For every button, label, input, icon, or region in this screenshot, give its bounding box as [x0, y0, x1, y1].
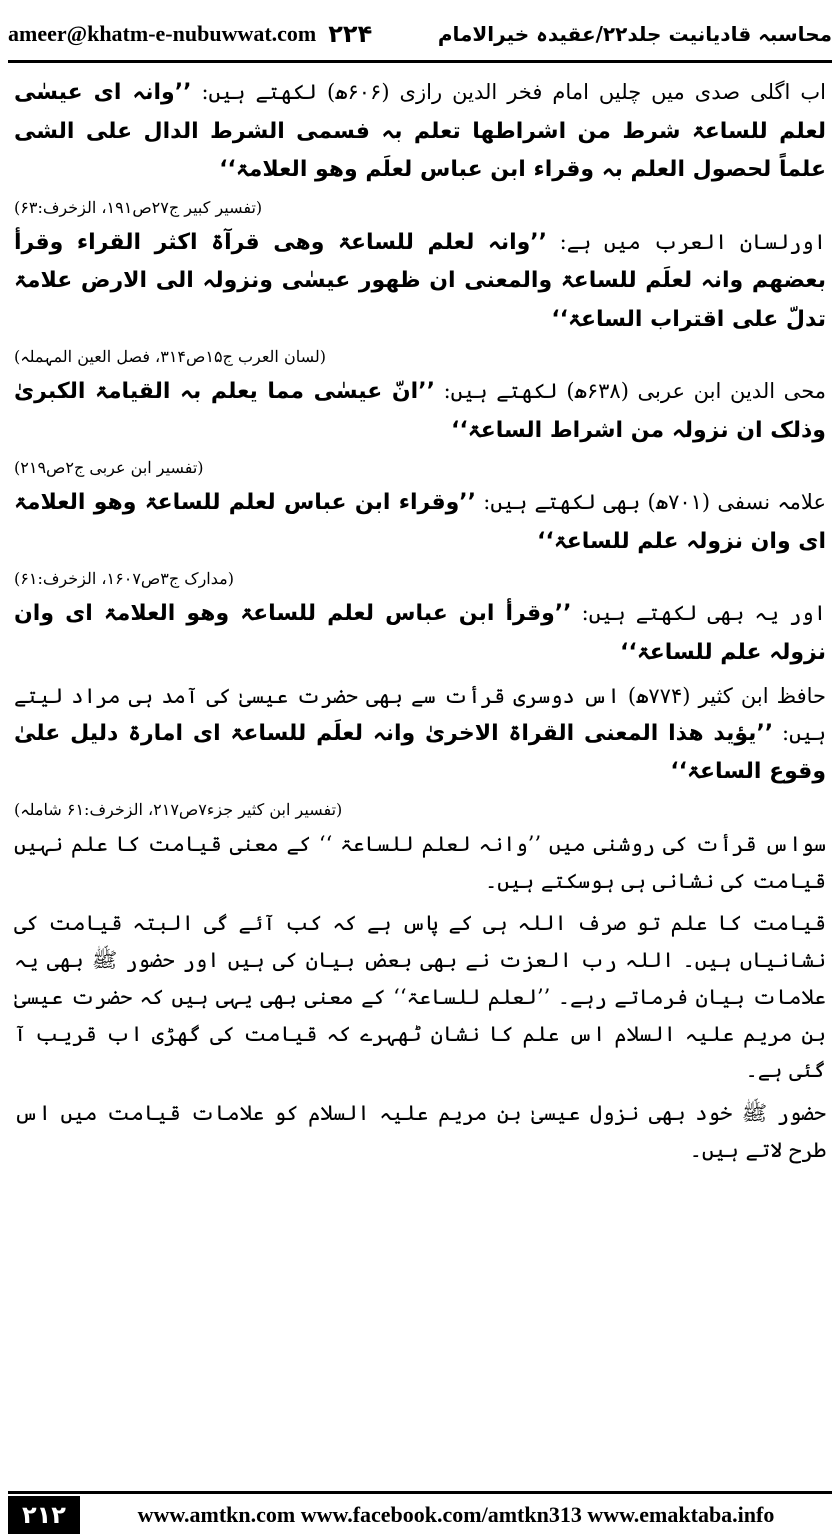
paragraph-nasafi-2: [14, 595, 826, 672]
arabic-quote: ’’وقراء ابن عباس لعلم للساعۃ وھو العلامۃ ای وان نزولہ علم للساعۃ‘‘: [14, 490, 826, 554]
paragraph-nasafi: [14, 484, 826, 561]
paragraph-lisan: [14, 224, 826, 340]
urdu-text: اور یہ بھی لکھتے ہیں:: [571, 601, 826, 625]
header-divider: [8, 60, 832, 63]
urdu-text: حافظ ابن کثیر (۷۷۴ھ) اس دوسری قرأت سے بھی حضرت عیسیٰ کی آمد ہی مراد لیتے ہیں:: [14, 684, 827, 745]
reference: (مدارک ج۳ص۱۶۰۷، الزخرف:۶۱): [14, 569, 234, 588]
urdu-text: اورلسان العرب میں ہے:: [547, 229, 826, 254]
page-header: [8, 12, 832, 56]
paragraph-razi: [14, 74, 826, 190]
reference: (لسان العرب ج۱۵ص۳۱۴، فصل العین المہملہ): [14, 347, 326, 366]
arabic-quote: ’’انّ عیسٰی مما یعلم بہ القیامۃ الکبریٰ وذلک ان نزولہ من اشراط الساعۃ‘‘: [14, 379, 826, 443]
paragraph-hadith-intro: حضور ﷺ خود بھی نزول عیسیٰ بن مریم علیہ السلام کو علامات قیامت میں اس طرح لاتے ہیں۔: [14, 1101, 826, 1162]
urdu-text: محی الدین ابن عربی (۶۳۸ھ) لکھتے ہیں:: [434, 379, 826, 403]
reference: (تفسیر ابن کثیر جزء۷ص۲۱۷، الزخرف:۶۱ شاملہ): [14, 799, 343, 819]
paragraph-ibn-kathir: [14, 678, 826, 792]
header-page-number: ۲۲۴: [328, 20, 373, 48]
reference: (تفسیر کبیر ج۲۷ص۱۹۱، الزخرف:۶۳): [14, 197, 263, 217]
paragraph-ibn-arabi: [14, 373, 826, 450]
reference: (تفسیر ابن عربی ج۲ص۲۱۹): [14, 458, 204, 477]
footer-links[interactable]: www.amtkn.com www.facebook.com/amtkn313 www.emaktaba.info: [137, 1502, 775, 1527]
paragraph-signs: قیامت کا علم تو صرف اللہ ہی کے پاس ہے کہ کب آئے گی البتہ قیامت کی نشانیاں ہیں۔ اللہ رب العزت نے بھی بعض بیان کی ہیں اور حضور ﷺ بھی یہ علامات بیان فرماتے رہے۔ ’’لعلم للساعۃ‘‘ کے معنی بھی یہی ہیں کہ حضرت عیسیٰ بن مریم علیہ السلام اس علم کا نشان ٹھہرے کہ قیامت کی گھڑی اب قریب آ گئی ہے۔: [14, 911, 826, 1083]
arabic-quote: ’’وانہ لعلم للساعۃ وھی قرآۃ اکثر القراء وقرأ بعضھم وانہ لعلَم للساعۃ والمعنی ان ظھور عیسٰی ونزولہ الی الارض علامۃ تدلّ علی اقتراب الساعۃ‘‘: [14, 229, 826, 332]
footer-page-number: ۲۱۲: [8, 1496, 80, 1534]
header-book-title: محاسبہ قادیانیت جلد۲۲/عقیدہ خیرالامام: [437, 22, 832, 46]
arabic-quote: ’’وانہ ای عیسٰی لعلم للساعۃ شرط من اشراطھا تعلم بہ فسمی الشرط الدال علی الشی علماً لحصول العلم بہ وقراء ابن عباس لعلَم وھو العلامۃ‘‘: [14, 80, 826, 182]
urdu-text: اب اگلی صدی میں چلیں امام فخر الدین رازی (۶۰۶ھ) لکھتے ہیں:: [191, 80, 826, 104]
paragraph-conclusion: سواس قرأت کی روشنی میں ’’وانہ لعلم للساعۃ ‘‘ کے معنی قیامت کا علم نہیں قیامت کی نشانی ہی ہوسکتے ہیں۔: [14, 831, 826, 893]
footer-divider: [8, 1491, 832, 1494]
page-body: [14, 74, 826, 1480]
urdu-text: علامہ نسفی (۷۰۱ھ) بھی لکھتے ہیں:: [475, 490, 826, 514]
page-footer: [8, 1496, 832, 1534]
header-email[interactable]: ameer@khatm-e-nubuwwat.com: [8, 21, 317, 46]
arabic-quote: ’’یؤید ھذا المعنی القراۃ الاخریٰ وانہ لعلَم للساعۃ ای امارۃ دلیل علیٰ وقوع الساعۃ‘‘: [14, 720, 826, 785]
header-left: [8, 20, 372, 48]
arabic-quote: ’’وقرأ ابن عباس لعلم للساعۃ وھو العلامۃ ای وان نزولہ علم للساعۃ‘‘: [14, 601, 826, 665]
